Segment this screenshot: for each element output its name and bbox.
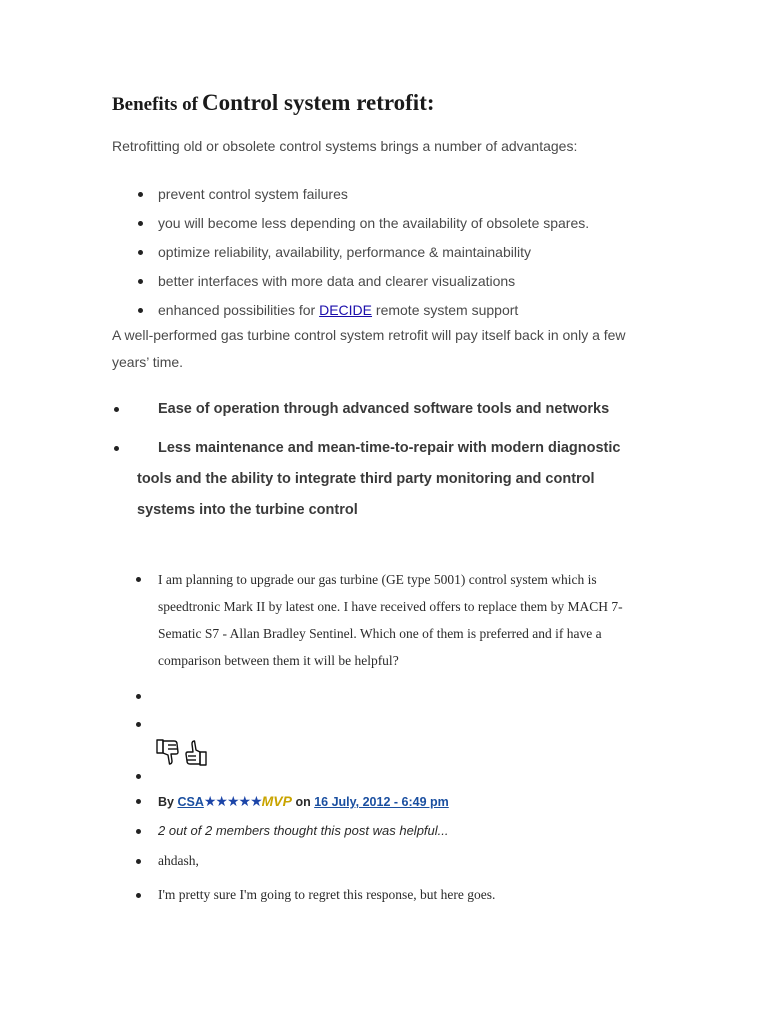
post-byline	[136, 786, 656, 816]
decide-link[interactable]: DECIDE	[319, 302, 373, 318]
benefits-list	[112, 394, 632, 526]
advantages-list	[112, 180, 672, 325]
mvp-badge: MVP	[261, 793, 292, 809]
list-item	[112, 296, 672, 325]
payback-paragraph: A well-performed gas turbine control system retrofit will pay itself back in only a few years’ time.	[112, 327, 626, 370]
post-date-link[interactable]: 16 July, 2012 - 6:49 pm	[314, 795, 449, 809]
empty-list-item	[136, 710, 656, 738]
star-rating-icon: ★★★★★	[203, 793, 262, 809]
rating-icons	[156, 738, 208, 773]
forum-question: I am planning to upgrade our gas turbine (GE type 5001) control system which is speedtronic Mark II by latest one. I have received offers to replace them by MACH 7- Sematic S7 - Allan Bradley Sentinel. Which one of them is preferred and if have a comparison between them it will be helpful?	[136, 566, 656, 674]
heading-prefix: Benefits of	[112, 94, 199, 115]
benefit-text: Ease of operation through advanced software tools and networks	[158, 401, 610, 417]
reply-salutation: ahdash,	[136, 846, 656, 876]
list-item: prevent control system failures	[112, 180, 672, 209]
heading-main: Control system retrofit:	[202, 90, 435, 115]
benefit-text: Less maintenance and mean-time-to-repair with modern diagnostic tools and the ability to integrate third party monitoring and control systems into the turbine control	[137, 440, 621, 518]
list-item	[112, 394, 632, 425]
list-item: optimize reliability, availability, performance & maintainability	[112, 238, 672, 267]
list-item: you will become less depending on the availability of obsolete spares.	[112, 209, 672, 238]
byline-by: By	[158, 795, 178, 809]
section-heading	[112, 90, 435, 116]
byline-on: on	[291, 795, 315, 809]
list-item	[112, 433, 632, 526]
empty-list-item	[136, 682, 656, 710]
helpful-note: 2 out of 2 members thought this post was helpful...	[136, 816, 656, 846]
rating-item	[136, 738, 656, 786]
list-item-text-before: enhanced possibilities for	[158, 302, 320, 318]
intro-text: Retrofitting old or obsolete control systems brings a number of advantages:	[112, 138, 578, 154]
reply-text: I'm pretty sure I'm going to regret this response, but here goes.	[136, 880, 656, 910]
thumbs-down-icon[interactable]	[156, 738, 208, 768]
list-item-text-after: remote system support	[372, 302, 519, 318]
forum-post-list	[136, 566, 656, 910]
author-link[interactable]: CSA	[177, 795, 204, 809]
list-item: better interfaces with more data and clearer visualizations	[112, 267, 672, 296]
